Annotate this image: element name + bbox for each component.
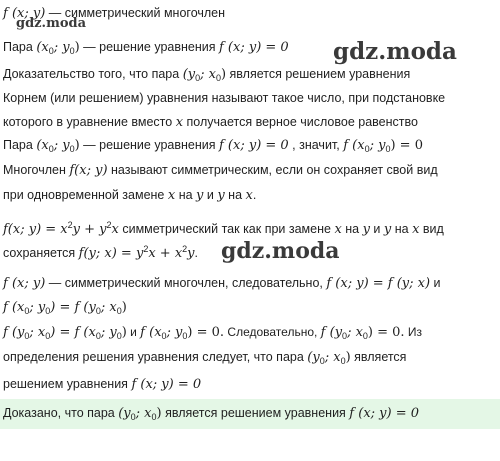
watermark-small: gdz.moda <box>16 16 87 31</box>
watermark-middle: gdz.moda <box>221 238 340 264</box>
line-2: Пара ($x_0$; $y_0$) — решение уравнения f (x; y) = 0 <box>3 40 289 56</box>
line-12: f ($x_0$; $y_0) = f$ ($y_0$; $x_0$) <box>3 300 127 316</box>
line-3: Доказательство того, что пара ($y_0$; $x_0$) является решением уравнения <box>3 67 411 83</box>
line-4: Корнем (или решением) уравнения называют такое число, при подстановке <box>3 91 446 105</box>
watermark-top: gdz.moda <box>333 38 457 65</box>
line-10: сохраняется f(y; $x) = y^2x + x^2y$. <box>3 244 199 261</box>
line-8: при одновременной замене x на y и y на x. <box>3 188 257 203</box>
line-6: Пара ($x_0$; $y_0$) — решение уравнения f (x; y) = 0 , значит, f ($x_0$; $y_0) = 0$ <box>3 138 423 154</box>
line-9: f(x; $y) = x^2y + y^2x$ симметрический так как при замене x на y и y на x вид <box>3 220 444 237</box>
line-13: f ($y_0$; $x_0) = f$ ($x_0$; $y_0$) и f ($x_0$; $y_0) = 0$. Следовательно, f ($y_0$; $x_0) = 0$. Из <box>3 325 423 341</box>
line-14: определения решения уравнения следует, что пара ($y_0$; $x_0$) является <box>3 350 407 366</box>
line-16-conclusion: Доказано, что пара ($y_0$; $x_0$) является решением уравнения f (x; y) = 0 <box>3 406 420 422</box>
line-11: f (x; y) — симметрический многочлен, следовательно, f (x; y) = f (y; x) и <box>3 276 441 291</box>
line-7: Многочлен f(x; y) называют симметрическим, если он сохраняет свой вид <box>3 163 438 178</box>
line-15: решением уравнения f (x; y) = 0 <box>3 377 202 392</box>
line-5: которого в уравнение вместо x получается верное числовое равенство <box>3 115 418 130</box>
line-1: f (x; y) — симметрический многочлен <box>3 6 226 21</box>
